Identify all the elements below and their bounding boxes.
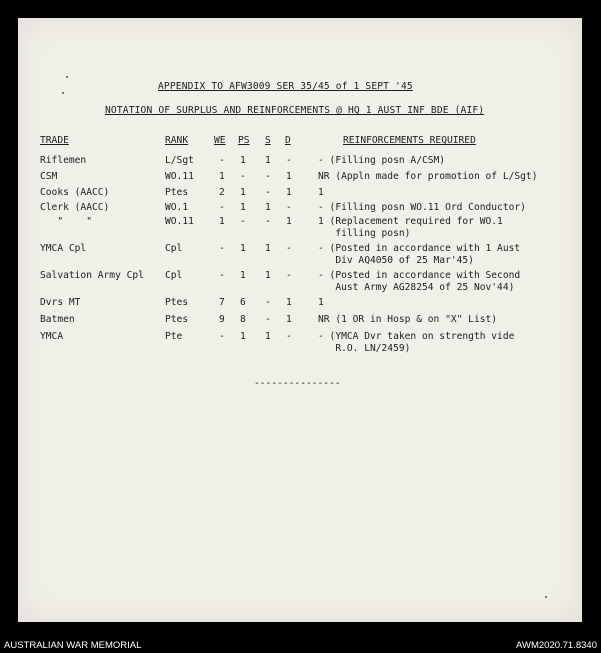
column-header-reinforcements: REINFORCEMENTS REQUIRED bbox=[343, 135, 476, 146]
rank-cell: Ptes bbox=[165, 297, 189, 308]
rank-cell: L/Sgt bbox=[165, 155, 194, 166]
d-cell: 1 bbox=[286, 297, 292, 308]
d-cell: - bbox=[286, 243, 292, 254]
document-title: APPENDIX TO AFW3009 SER 35/45 of 1 SEPT '45 bbox=[158, 81, 413, 92]
column-header-rank: RANK bbox=[165, 135, 189, 146]
reinforcements-cell: NR (Appln made for promotion of L/Sgt) bbox=[318, 171, 538, 182]
d-cell: 1 bbox=[286, 171, 292, 182]
reinforcements-cell: NR (1 OR in Hosp & on "X" List) bbox=[318, 314, 498, 325]
we-cell: 1 bbox=[219, 216, 225, 227]
footer-reference: AWM2020.71.8340 bbox=[516, 640, 597, 651]
d-cell: 1 bbox=[286, 216, 292, 227]
s-cell: 1 bbox=[265, 331, 271, 342]
separator-line: --------------- bbox=[254, 378, 341, 389]
s-cell: - bbox=[265, 297, 271, 308]
s-cell: - bbox=[265, 216, 271, 227]
speck-mark bbox=[62, 92, 64, 94]
column-header-s: S bbox=[265, 135, 271, 146]
d-cell: 1 bbox=[286, 314, 292, 325]
s-cell: - bbox=[265, 171, 271, 182]
d-cell: - bbox=[286, 202, 292, 213]
we-cell: - bbox=[219, 202, 225, 213]
rank-cell: Pte bbox=[165, 331, 183, 342]
ps-cell: 1 bbox=[240, 243, 246, 254]
rank-cell: Cpl bbox=[165, 243, 183, 254]
we-cell: 1 bbox=[219, 171, 225, 182]
we-cell: - bbox=[219, 331, 225, 342]
reinforcements-cell: - (YMCA Dvr taken on strength vide R.O. LN/2459) bbox=[318, 331, 515, 354]
reinforcements-cell: - (Posted in accordance with Second Aust Army AG28254 of 25 Nov'44) bbox=[318, 270, 521, 293]
ps-cell: 1 bbox=[240, 155, 246, 166]
s-cell: 1 bbox=[265, 202, 271, 213]
reinforcements-cell: - (Filling posn A/CSM) bbox=[318, 155, 446, 166]
d-cell: - bbox=[286, 155, 292, 166]
reinforcements-cell: - (Filling posn WO.11 Ord Conductor) bbox=[318, 202, 526, 213]
trade-cell: Riflemen bbox=[40, 155, 87, 166]
column-header-ps: PS bbox=[238, 135, 250, 146]
trade-cell: Batmen bbox=[40, 314, 75, 325]
footer-credit: AUSTRALIAN WAR MEMORIAL bbox=[4, 640, 142, 651]
s-cell: 1 bbox=[265, 270, 271, 281]
we-cell: 9 bbox=[219, 314, 225, 325]
column-header-trade: TRADE bbox=[40, 135, 69, 146]
reinforcements-cell: 1 (Replacement required for WO.1 filling posn) bbox=[318, 216, 503, 239]
ps-cell: 6 bbox=[240, 297, 246, 308]
we-cell: - bbox=[219, 270, 225, 281]
speck-mark bbox=[66, 76, 68, 78]
ps-cell: - bbox=[240, 216, 246, 227]
trade-cell: Dvrs MT bbox=[40, 297, 81, 308]
we-cell: 2 bbox=[219, 187, 225, 198]
ps-cell: 1 bbox=[240, 187, 246, 198]
ps-cell: 1 bbox=[240, 270, 246, 281]
reinforcements-cell: - (Posted in accordance with 1 Aust Div AQ4050 of 25 Mar'45) bbox=[318, 243, 521, 266]
reinforcements-cell: 1 bbox=[318, 187, 324, 198]
column-header-we: WE bbox=[214, 135, 226, 146]
ps-cell: 8 bbox=[240, 314, 246, 325]
d-cell: 1 bbox=[286, 187, 292, 198]
ps-cell: 1 bbox=[240, 331, 246, 342]
rank-cell: Cpl bbox=[165, 270, 183, 281]
s-cell: - bbox=[265, 187, 271, 198]
ps-cell: - bbox=[240, 171, 246, 182]
d-cell: - bbox=[286, 270, 292, 281]
d-cell: - bbox=[286, 331, 292, 342]
reinforcements-cell: 1 bbox=[318, 297, 324, 308]
trade-cell: Clerk (AACC) bbox=[40, 202, 110, 213]
s-cell: 1 bbox=[265, 155, 271, 166]
trade-cell: YMCA bbox=[40, 331, 64, 342]
speck-mark bbox=[545, 596, 547, 598]
rank-cell: WO.1 bbox=[165, 202, 189, 213]
we-cell: - bbox=[219, 243, 225, 254]
s-cell: 1 bbox=[265, 243, 271, 254]
trade-cell: YMCA Cpl bbox=[40, 243, 87, 254]
we-cell: - bbox=[219, 155, 225, 166]
column-header-d: D bbox=[285, 135, 291, 146]
ps-cell: 1 bbox=[240, 202, 246, 213]
rank-cell: Ptes bbox=[165, 314, 189, 325]
trade-cell: " " bbox=[40, 216, 92, 227]
rank-cell: WO.11 bbox=[165, 171, 194, 182]
rank-cell: WO.11 bbox=[165, 216, 194, 227]
trade-cell: Cooks (AACC) bbox=[40, 187, 110, 198]
we-cell: 7 bbox=[219, 297, 225, 308]
trade-cell: Salvation Army Cpl bbox=[40, 270, 144, 281]
document-subtitle: NOTATION OF SURPLUS AND REINFORCEMENTS @ HQ 1 AUST INF BDE (AIF) bbox=[105, 105, 485, 116]
s-cell: - bbox=[265, 314, 271, 325]
trade-cell: CSM bbox=[40, 171, 58, 182]
rank-cell: Ptes bbox=[165, 187, 189, 198]
